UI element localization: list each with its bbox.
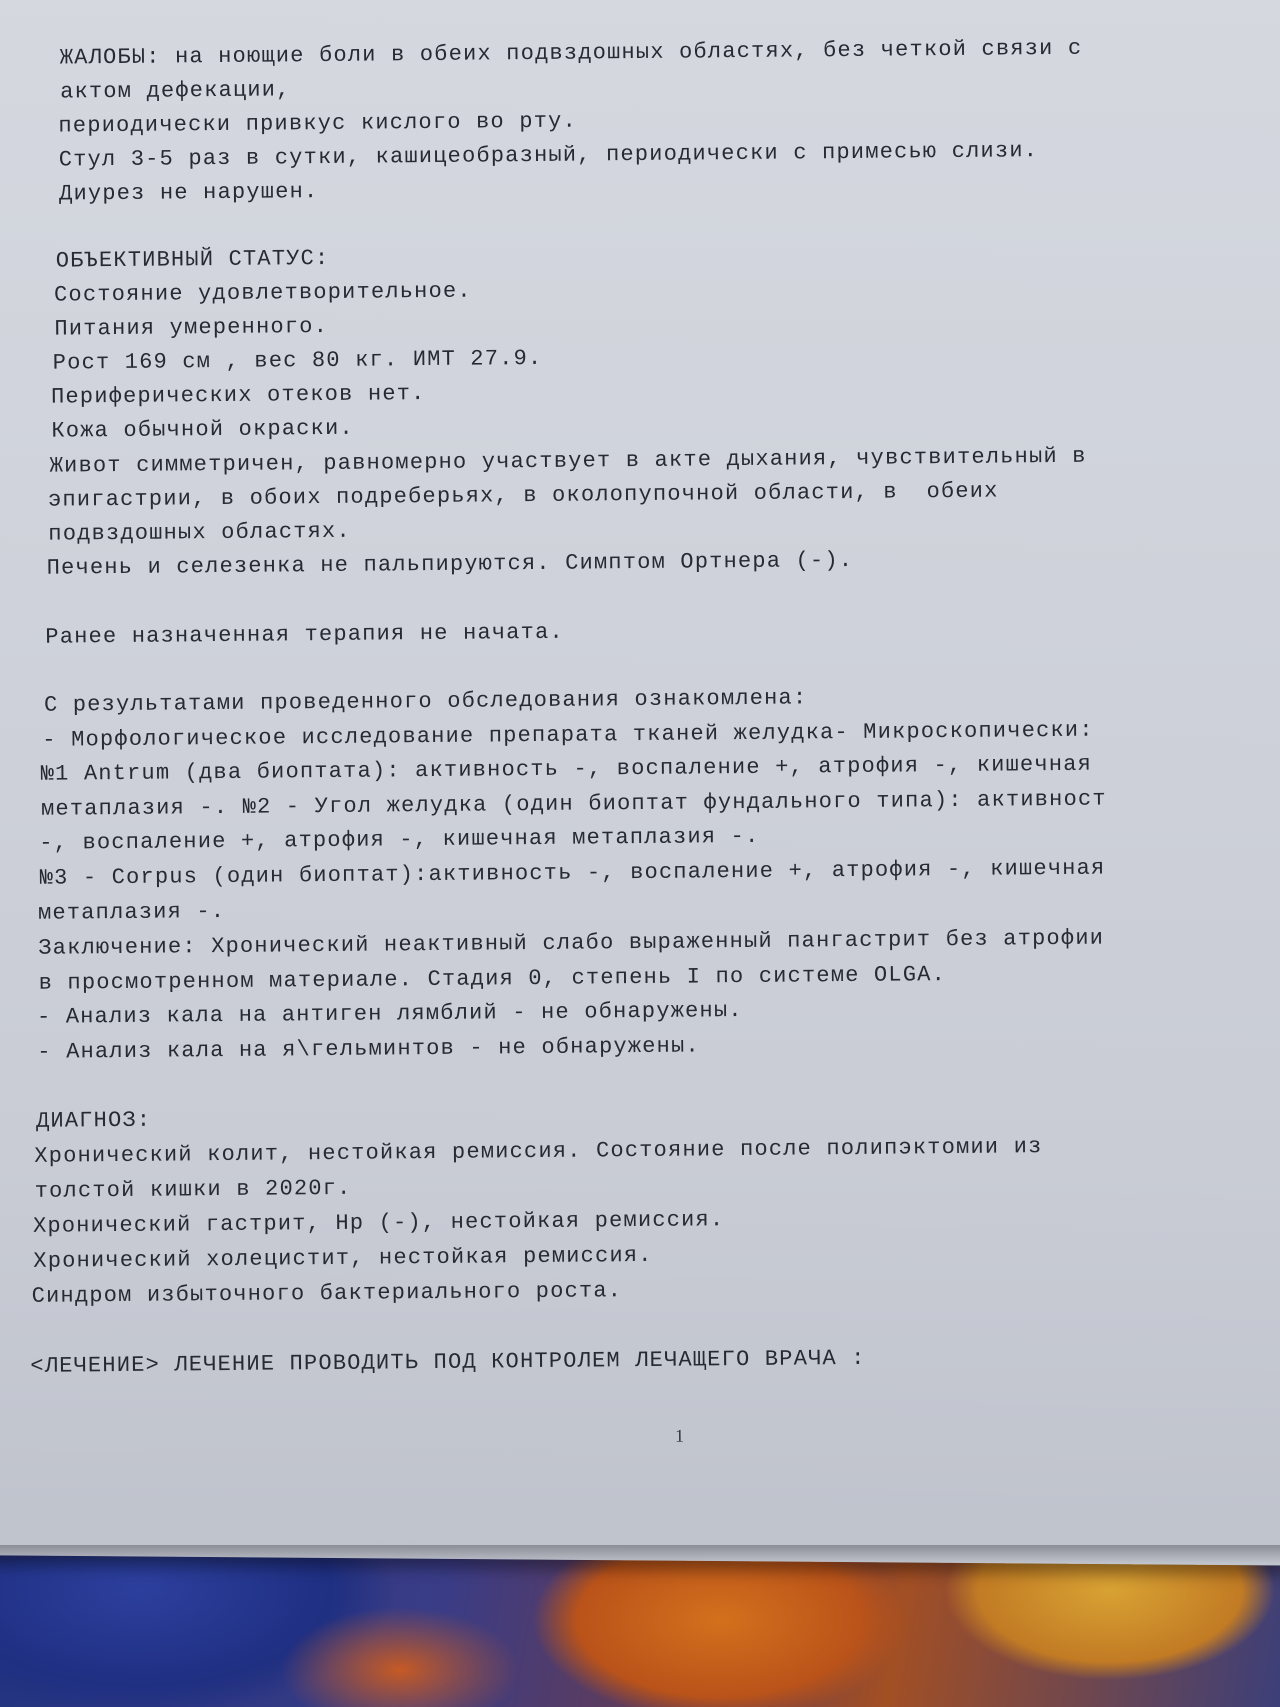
complaints-line-5: Диурез не нарушен.: [58, 179, 319, 207]
results-line-8: в просмотренном материале. Стадия 0, степень I по системе OLGA.: [38, 962, 947, 996]
objective-status-line-3: Рост 169 см , вес 80 кг. ИМТ 27.9.: [52, 345, 543, 376]
objective-status-line-4: Периферических отеков нет.: [50, 381, 426, 410]
objective-status-line-8: подвздошных областях.: [48, 518, 351, 547]
results-line-1: - Морфологическое исследование препарата тканей желудка- Микроскопически:: [42, 717, 1094, 753]
sheet-edge-shadow: [0, 1545, 1280, 1563]
results-line-5: №3 - Corpus (один биоптат):активность -, воспаление +, атрофия -, кишечная: [39, 855, 1106, 891]
results-line-7: Заключение: Хронический неактивный слабо выраженный пангастрит без атрофии: [38, 925, 1105, 961]
complaints-line-1: ЖАЛОБЫ: на ноющие боли в обеих подвздошных областях, без четкой связи с: [59, 35, 1083, 71]
diagnosis-line-2: толстой кишки в 2020г.: [34, 1175, 352, 1204]
results-line-3: метаплазия -. №2 - Угол желудка (один биоптат фундального типа): активност: [40, 786, 1107, 822]
objective-status-line-9: Печень и селезенка не пальпируются. Симптом Ортнера (-).: [46, 547, 854, 581]
complaints-line-4: Стул 3-5 раз в сутки, кашицеобразный, периодически с примесью слизи.: [58, 138, 1039, 173]
objective-status-line-2: Питания умеренного.: [54, 313, 329, 342]
results-heading: С результатами проведенного обследования ознакомлена:: [43, 685, 808, 718]
objective-status-line-5: Кожа обычной окраски.: [51, 415, 354, 444]
results-line-9: - Анализ кала на антиген лямблий - не обнаружены.: [36, 998, 743, 1030]
page-number: 1: [674, 1425, 685, 1446]
treatment-heading: <ЛЕЧЕНИЕ> ЛЕЧЕНИЕ ПРОВОДИТЬ ПОД КОНТРОЛЕМ ЛЕЧАЩЕГО ВРАЧА :: [30, 1345, 866, 1379]
objective-status-line-7: эпигастрии, в обоих подреберьях, в околопупочной области, в обеих: [47, 478, 999, 513]
diagnosis-heading: ДИАГНОЗ:: [35, 1107, 152, 1134]
objective-status-line-6: Живот симметричен, равномерно участвует в акте дыхания, чувствительный в: [49, 443, 1087, 479]
diagnosis-line-5: Синдром избыточного бактериального роста.: [31, 1278, 623, 1309]
diagnosis-line-3: Хронический гастрит, Hp (-), нестойкая ремиссия.: [32, 1207, 725, 1239]
diagnosis-line-1: Хронический колит, нестойкая ремиссия. Состояние после полипэктомии из: [34, 1134, 1043, 1169]
diagnosis-line-4: Хронический холецистит, нестойкая ремиссия.: [33, 1242, 653, 1274]
results-line-6: метаплазия -.: [37, 898, 226, 926]
results-line-10: - Анализ кала на я\гельминтов - не обнаружены.: [37, 1033, 700, 1065]
therapy-note: Ранее назначенная терапия не начата.: [45, 619, 564, 650]
results-line-2: №1 Antrum (два биоптата): активность -, воспаление +, атрофия -, кишечная: [40, 751, 1093, 787]
objective-status-heading: ОБЪЕКТИВНЫЙ СТАТУС:: [55, 245, 330, 274]
results-line-4: -, воспаление +, атрофия -, кишечная метаплазия -.: [39, 823, 760, 856]
complaints-line-2: актом дефекации,: [60, 77, 291, 105]
objective-status-line-1: Состояние удовлетворительное.: [53, 278, 472, 308]
complaints-line-3: периодически привкус кислого во рту.: [58, 108, 578, 139]
